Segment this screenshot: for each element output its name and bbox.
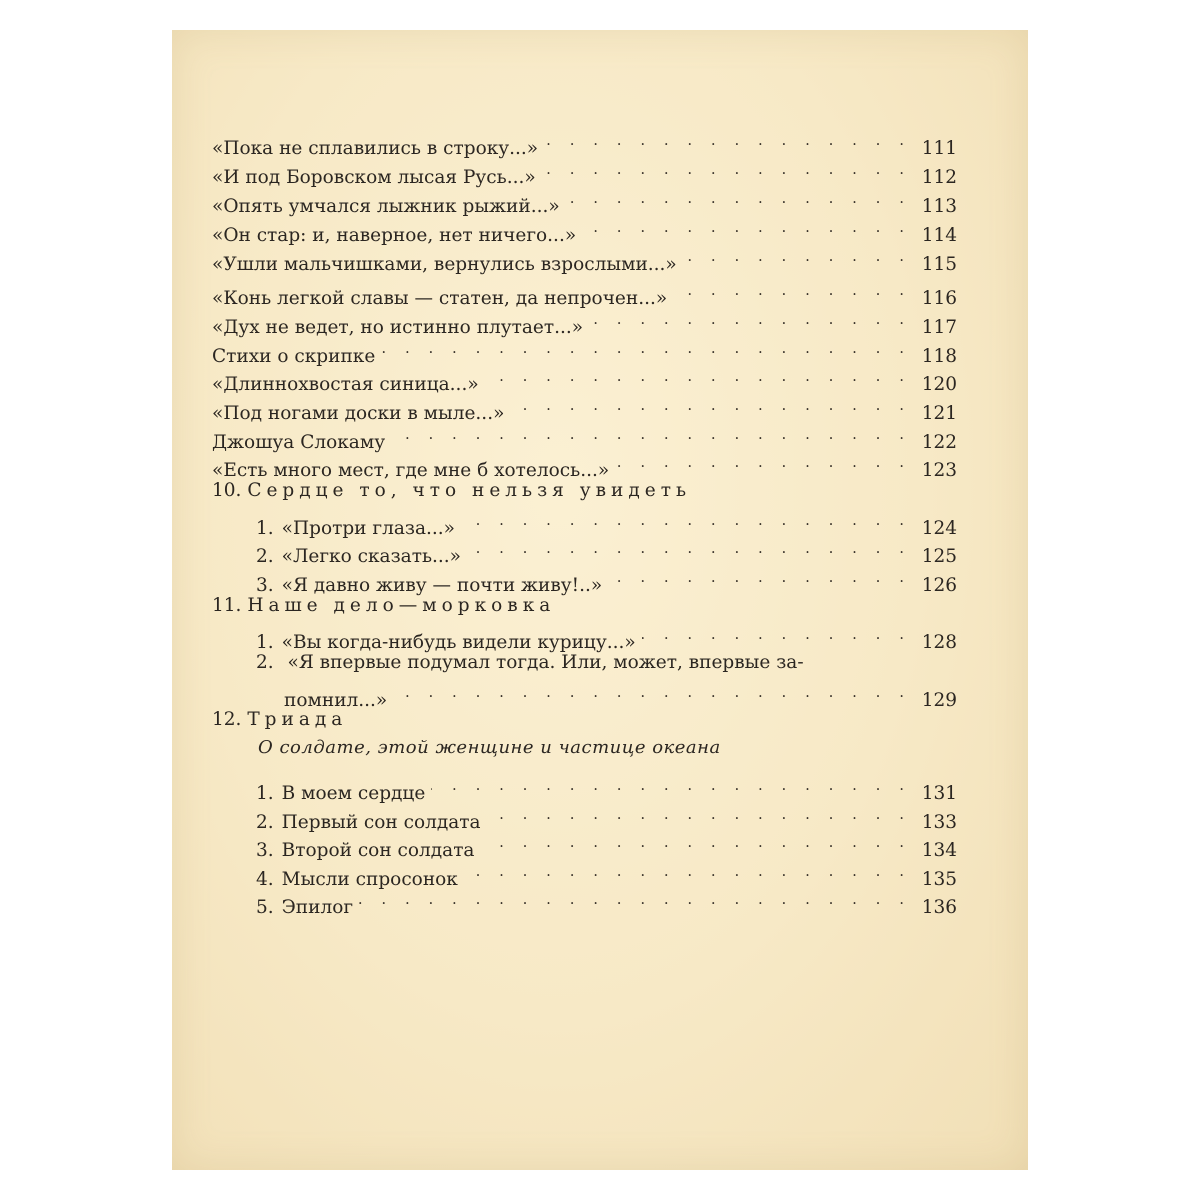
dot-leader	[381, 334, 911, 362]
toc-subentry	[256, 563, 957, 596]
toc-entry-page: 134	[921, 840, 957, 861]
toc-entry-title: «Есть много мест, где мне б хотелось...»	[212, 460, 610, 481]
dot-leader	[480, 828, 911, 856]
dot-leader	[615, 448, 911, 476]
toc-entry	[212, 155, 957, 188]
toc-entry-title: Эпилог	[281, 897, 354, 918]
toc-entry	[212, 276, 957, 309]
toc-entry-title-line1: «Я впервые подумал тогда. Или, может, впервые за-	[287, 652, 804, 673]
toc-entry	[212, 334, 957, 367]
toc-subentry	[256, 771, 957, 804]
toc-entry-title: Стихи о скрипке	[212, 346, 376, 367]
dot-leader	[487, 800, 911, 828]
toc-entry-title: «Пока не сплавились в строку...»	[212, 138, 539, 159]
toc-entry-page: 136	[921, 897, 957, 918]
toc-entry	[212, 213, 957, 246]
subentry-number: 2.	[256, 812, 274, 833]
toc-entry-title-line2: помнил...»	[284, 690, 388, 711]
toc-entry-page: 117	[921, 317, 957, 338]
toc-entry	[212, 184, 957, 217]
dot-leader	[467, 534, 911, 562]
dot-leader	[461, 506, 911, 534]
dot-leader	[589, 305, 911, 333]
toc-subentry	[256, 885, 957, 918]
book-page	[172, 30, 1028, 1170]
toc-entry	[212, 391, 957, 424]
section-number: 10.	[212, 480, 242, 501]
toc-entry-page: 129	[921, 690, 957, 711]
toc-entry-page: 116	[921, 288, 957, 309]
section-title: Наше дело—морковка	[247, 595, 556, 616]
toc-entry-title: «Конь легкой славы — статен, да непрочен...»	[212, 288, 668, 309]
section-number: 11.	[212, 595, 242, 616]
toc-entry-page: 120	[921, 374, 957, 395]
toc-subentry	[256, 857, 957, 890]
dot-leader	[485, 362, 911, 390]
toc-entry-title: «Легко сказать...»	[281, 546, 461, 567]
subentry-number: 3.	[256, 840, 274, 861]
section-number: 12.	[212, 709, 242, 730]
section-subtitle: О солдате, этой женщине и частице океана	[258, 737, 721, 758]
toc-subentry	[256, 828, 957, 861]
section-title: Сердце то, что нельзя увидеть	[247, 480, 692, 501]
toc-entry	[212, 362, 957, 395]
toc-entry-title: «Протри глаза...»	[281, 518, 455, 539]
toc-entry	[212, 126, 957, 159]
toc-entry-page: 112	[921, 167, 957, 188]
toc-entry-page: 124	[921, 518, 957, 539]
dot-leader	[566, 184, 911, 212]
subentry-number: 4.	[256, 869, 274, 890]
dot-leader	[542, 155, 911, 183]
toc-entry-page: 123	[921, 460, 957, 481]
toc-subentry-continuation	[284, 678, 957, 711]
toc-entry-title: «Длиннохвостая синица...»	[212, 374, 479, 395]
toc-entry-page: 111	[921, 138, 957, 159]
toc-entry-page: 135	[921, 869, 957, 890]
section-title: Триада	[247, 709, 348, 730]
toc-entry-title: «Вы когда-нибудь видели курицу...»	[281, 632, 636, 653]
toc-entry	[212, 420, 957, 453]
section-heading	[212, 592, 555, 620]
subentry-number: 1.	[256, 632, 274, 653]
subentry-number: 3.	[256, 575, 274, 596]
toc-entry-page: 121	[921, 403, 957, 424]
subentry-number: 1.	[256, 783, 274, 804]
toc-entry-page: 114	[921, 225, 957, 246]
toc-entry-page: 118	[921, 346, 957, 367]
section-heading	[212, 706, 347, 734]
toc-subentry	[256, 620, 957, 653]
dot-leader	[683, 242, 911, 270]
toc-entry	[212, 242, 957, 275]
toc-entry-title: Второй сон солдата	[281, 840, 475, 861]
subentry-number: 1.	[256, 518, 274, 539]
toc-entry-page: 125	[921, 546, 957, 567]
dot-leader	[510, 391, 911, 419]
toc-entry-title: Мысли спросонок	[281, 869, 458, 890]
dot-leader	[544, 126, 911, 154]
toc-subentry	[256, 800, 957, 833]
dot-leader	[608, 563, 911, 591]
toc-entry-page: 131	[921, 783, 957, 804]
toc-entry	[212, 305, 957, 338]
dot-leader	[673, 276, 911, 304]
section-heading	[212, 477, 691, 505]
dot-leader	[359, 885, 911, 913]
toc-entry-page: 115	[921, 254, 957, 275]
subentry-number: 2.	[256, 546, 274, 567]
toc-entry-title: В моем сердце	[281, 783, 426, 804]
toc-entry-title: «Он стар: и, наверное, нет ничего...»	[212, 225, 577, 246]
toc-entry-title: «Под ногами доски в мыле...»	[212, 403, 505, 424]
toc-subentry	[256, 506, 957, 539]
toc-entry-title: «Дух не ведет, но истинно плутает...»	[212, 317, 584, 338]
toc-entry-title: «Опять умчался лыжник рыжий...»	[212, 196, 560, 217]
dot-leader	[464, 857, 911, 885]
dot-leader	[431, 771, 911, 799]
toc-subentry-wrapped	[256, 649, 804, 677]
toc-entry-title: «И под Боровском лысая Русь...»	[212, 167, 536, 188]
dot-leader	[393, 678, 911, 706]
subentry-number: 5.	[256, 897, 274, 918]
toc-entry-title: «Ушли мальчишками, вернулись взрослыми...»	[212, 254, 677, 275]
subentry-number: 2.	[256, 652, 274, 673]
toc-entry-page: 133	[921, 812, 957, 833]
dot-leader	[582, 213, 911, 241]
toc-entry-page: 122	[921, 432, 957, 453]
toc-entry-title: Джошуа Слокаму	[212, 432, 386, 453]
toc-entry-page: 126	[921, 575, 957, 596]
toc-entry-page: 128	[921, 632, 957, 653]
dot-leader	[391, 420, 911, 448]
dot-leader	[642, 620, 911, 648]
toc-entry-title: «Я давно живу — почти живу!..»	[281, 575, 603, 596]
toc-entry-title: Первый сон солдата	[281, 812, 481, 833]
toc-entry-page: 113	[921, 196, 957, 217]
toc-subentry	[256, 534, 957, 567]
toc-entry	[212, 448, 957, 481]
